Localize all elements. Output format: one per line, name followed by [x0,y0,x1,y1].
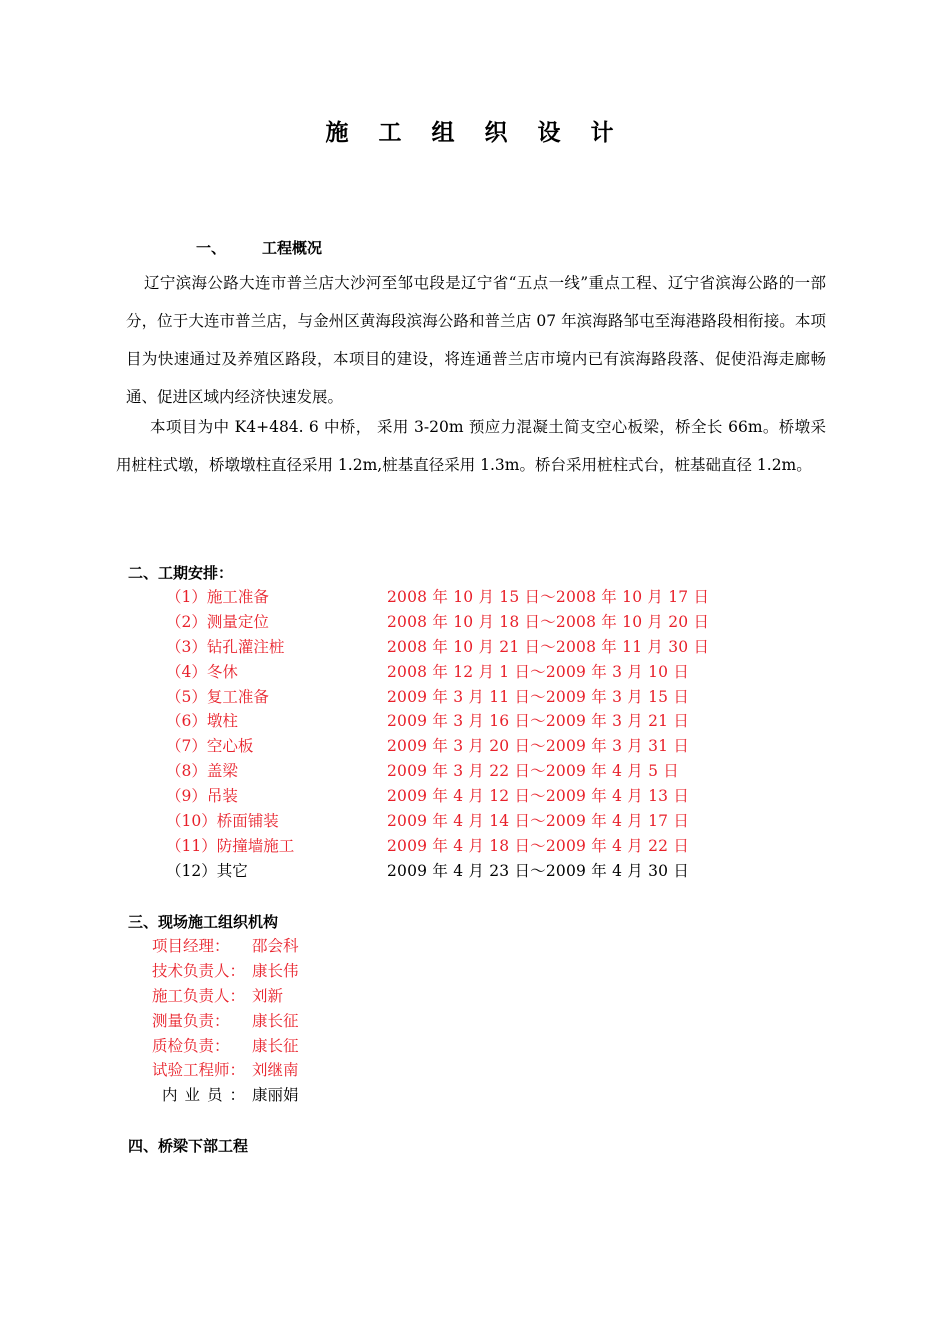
schedule-task: （11）防撞墙施工 [166,836,295,855]
schedule-date: 2009 年 4 月 23 日～2009 年 4 月 30 日 [387,861,690,880]
schedule-row [0,834,950,859]
organization-row [0,1083,950,1108]
organization-role: 技术负责人： [152,961,246,980]
section-1-title: 工程概况 [262,239,323,257]
organization-role: 测量负责： [152,1011,230,1030]
overview-paragraph-1: 辽宁滨海公路大连市普兰店大沙河至邹屯段是辽宁省“五点一线”重点工程、辽宁省滨海公路的一部分，位于大连市普兰店，与金州区黄海段滨海公路和普兰店 07 年滨海路邹屯至海港路段相衔接。本项目为快速通过及养殖区路段，本项目的建设，将连通普兰店市境内已有滨海路段落、促使沿海走廊畅通、促进区域内经济快速发展。 [126,274,826,406]
section-2-heading: 二、工期安排： [128,564,234,582]
schedule-task: （6）墩柱 [166,712,238,731]
organization-row [0,1034,950,1059]
schedule-row [0,610,950,635]
schedule-task: （8）盖梁 [166,762,238,781]
schedule-task: （9）吊装 [166,787,238,806]
schedule-row [0,709,950,734]
section-1-number: 一、 [196,239,227,257]
schedule-date: 2008 年 12 月 1 日～2009 年 3 月 10 日 [387,662,690,681]
organization-name: 康长征 [252,1011,299,1030]
schedule-row [0,809,950,834]
organization-role: 质检负责： [152,1036,230,1055]
schedule-task: （12）其它 [166,861,248,880]
schedule-row [0,859,950,884]
organization-role: 试验工程师： [152,1061,246,1080]
organization-role: 项目经理： [152,937,230,955]
organization-name: 邵会科 [252,937,299,955]
schedule-task: （1）施工准备 [166,588,269,606]
organization-row [0,1009,950,1034]
schedule-task: （10）桥面铺装 [166,812,279,831]
schedule-date: 2009 年 4 月 12 日～2009 年 4 月 13 日 [387,787,690,806]
organization-name: 刘继南 [252,1061,299,1080]
section-1-heading [196,236,322,260]
organization-row [0,1058,950,1083]
schedule-row [0,660,950,685]
schedule-task: （4）冬休 [166,662,238,681]
schedule-date: 2009 年 3 月 20 日～2009 年 3 月 31 日 [387,737,690,756]
schedule-date: 2009 年 3 月 11 日～2009 年 3 月 15 日 [387,687,690,706]
schedule-date: 2009 年 3 月 22 日～2009 年 4 月 5 日 [387,762,679,781]
schedule-task: （5）复工准备 [166,687,269,706]
schedule-row [0,635,950,660]
schedule-date: 2009 年 4 月 18 日～2009 年 4 月 22 日 [387,836,690,855]
schedule-row [0,585,950,610]
schedule-date: 2008 年 10 月 15 日～2008 年 10 月 17 日 [387,588,710,606]
organization-role: 施工负责人： [152,986,246,1005]
schedule-row [0,784,950,809]
section-4-heading: 四、桥梁下部工程 [128,1137,249,1155]
schedule-row [0,759,950,784]
schedule-task: （3）钻孔灌注桩 [166,637,285,656]
organization-list [0,934,950,1108]
schedule-row [0,685,950,710]
schedule-date: 2009 年 4 月 14 日～2009 年 4 月 17 日 [387,812,690,831]
organization-row [0,984,950,1009]
organization-name: 刘新 [252,986,284,1005]
organization-row [0,959,950,984]
document-title: 施 工 组 织 设 计 [325,119,625,146]
organization-role: 内业员： [162,1086,253,1105]
overview-paragraph-2: 本项目为中 K4+484. 6 中桥， 采用 3-20m 预应力混凝土简支空心板梁，桥全长 66m。桥墩采用桩柱式墩，桥墩墩柱直径采用 1.2m,桩基直径采用 1.3m。桥台采用桩柱式台，桩基础直径 1.2m。 [116,418,826,474]
organization-name: 康长征 [252,1036,299,1055]
section-3-heading: 三、现场施工组织机构 [128,913,279,931]
organization-name: 康丽娟 [252,1086,299,1105]
schedule-task: （7）空心板 [166,737,254,756]
schedule-date: 2008 年 10 月 18 日～2008 年 10 月 20 日 [387,612,710,631]
schedule-date: 2008 年 10 月 21 日～2008 年 11 月 30 日 [387,637,710,656]
schedule-row [0,734,950,759]
schedule-date: 2009 年 3 月 16 日～2009 年 3 月 21 日 [387,712,690,731]
schedule-task: （2）测量定位 [166,612,269,631]
organization-row [0,934,950,959]
organization-name: 康长伟 [252,961,299,980]
schedule-list [0,585,950,884]
